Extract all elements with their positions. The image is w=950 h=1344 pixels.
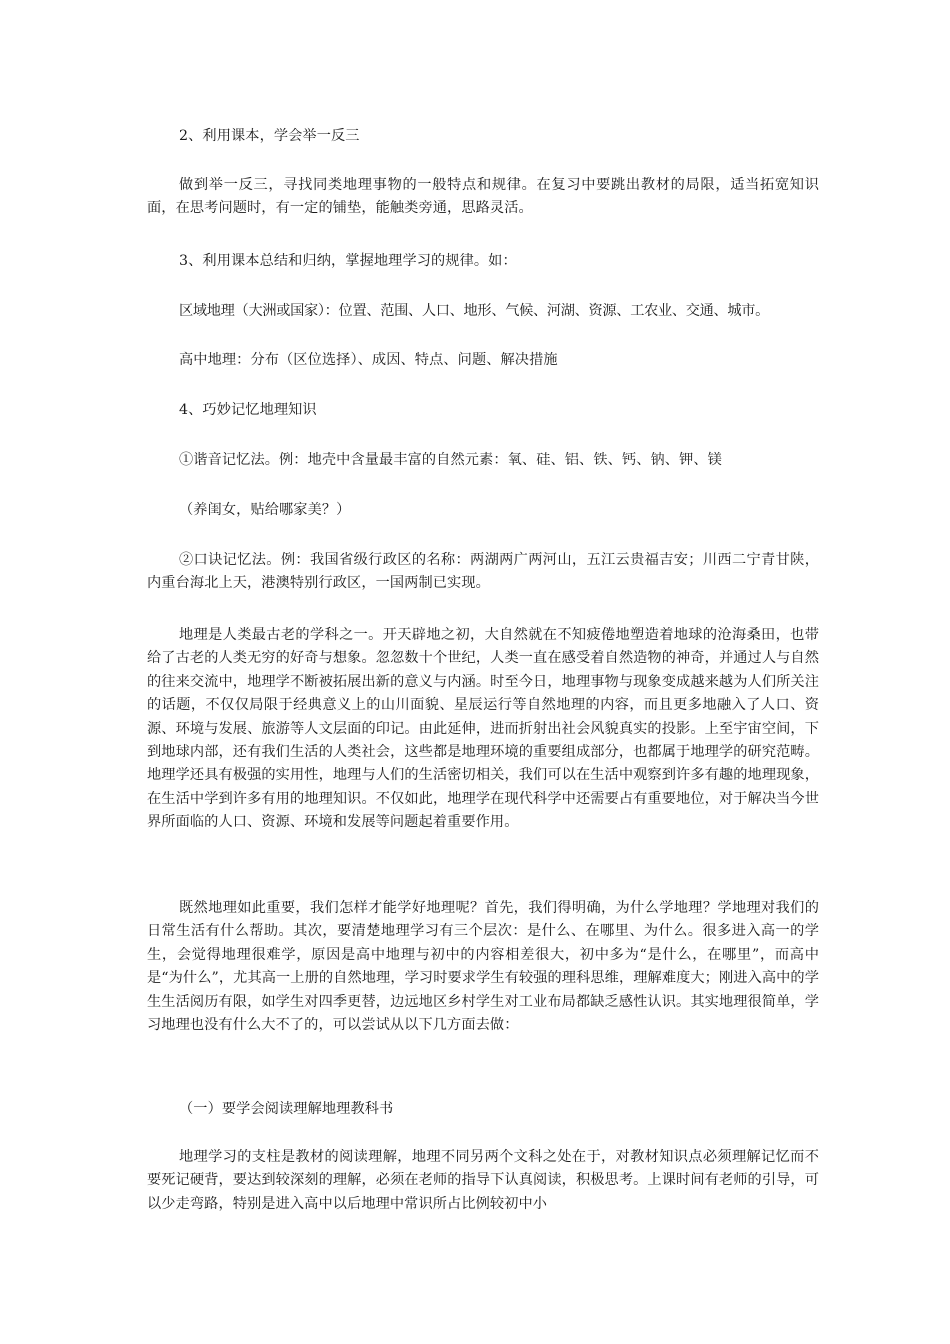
- heading-4: 4、巧妙记忆地理知识: [179, 402, 317, 418]
- paragraph-highschool-geography: 高中地理：分布（区位选择）、成因、特点、问题、解决措施: [179, 352, 558, 368]
- paragraph-homophone-mnemonic: （养闺女，贴给哪家美？）: [179, 502, 351, 518]
- paragraph-regional-geography: 区域地理（大洲或国家）：位置、范围、人口、地形、气候、河湖、资源、工农业、交通、城市。: [179, 303, 770, 319]
- paragraph-how-to-learn: 既然地理如此重要，我们怎样才能学好地理呢？首先，我们得明确，为什么学地理？学地理对我们的日常生活有什么帮助。其次，要清楚地理学习有三个层次：是什么、在哪里、为什么。很多进入高一的学生，会觉得地理很难学，原因是高中地理与初中的内容相差很大，初中多为“是什么，在哪里”，而高中是“为什么”，尤其高一上册的自然地理，学习时要求学生有较强的理科思维，理解难度大；刚进入高中的学生生活阅历有限，如学生对四季更替，边远地区乡村学生对工业布局都缺乏感性认识。其实地理很简单，学习地理也没有什么大不了的，可以尝试从以下几方面去做：: [147, 900, 819, 1034]
- paragraph-extrapolate: 做到举一反三，寻找同类地理事物的一般特点和规律。在复习中要跳出教材的局限，适当拓宽知识面，在思考问题时，有一定的铺垫，能触类旁通，思路灵活。: [147, 177, 819, 217]
- paragraph-verse-method: ②口诀记忆法。例：我国省级行政区的名称：两湖两广两河山，五江云贵福吉安；川西二宁青甘陕，内重台海北上天，港澳特别行政区，一国两制已实现。: [147, 552, 819, 592]
- heading-3: 3、利用课本总结和归纳，掌握地理学习的规律。如：: [179, 253, 517, 269]
- heading-section-1: （一）要学会阅读理解地理教科书: [179, 1101, 394, 1117]
- paragraph-textbook: 地理学习的支柱是教材的阅读理解，地理不同另两个文科之处在于，对教材知识点必须理解记忆而不要死记硬背，要达到较深刻的理解，必须在老师的指导下认真阅读，积极思考。上课时间有老师的引导，可以少走弯路，特别是进入高中以后地理中常识所占比例较初中小: [147, 1149, 819, 1212]
- heading-2: 2、利用课本，学会举一反三: [179, 128, 360, 144]
- paragraph-homophone-method: ①谐音记忆法。例：地壳中含量最丰富的自然元素：氧、硅、铝、铁、钙、钠、钾、镁: [179, 452, 722, 468]
- paragraph-geography-intro: 地理是人类最古老的学科之一。开天辟地之初，大自然就在不知疲倦地塑造着地球的沧海桑田，也带给了古老的人类无穷的好奇与想象。忽忽数十个世纪，人类一直在感受着自然造物的神奇，并通过人与自然的往来交流中，地理学不断被拓展出新的意义与内涵。时至今日，地理事物与现象变成越来越为人们所关注的话题，不仅仅局限于经典意义上的山川面貌、星辰运行等自然地理的内容，而且更多地融入了人口、资源、环境与发展、旅游等人文层面的印记。由此延伸，进而折射出社会风貌真实的投影。上至宇宙空间，下到地球内部，还有我们生活的人类社会，这些都是地理环境的重要组成部分，也都属于地理学的研究范畴。地理学还具有极强的实用性，地理与人们的生活密切相关，我们可以在生活中观察到许多有趣的地理现象，在生活中学到许多有用的地理知识。不仅如此，地理学在现代科学中还需要占有重要地位，对于解决当今世界所面临的人口、资源、环境和发展等问题起着重要作用。: [147, 627, 819, 831]
